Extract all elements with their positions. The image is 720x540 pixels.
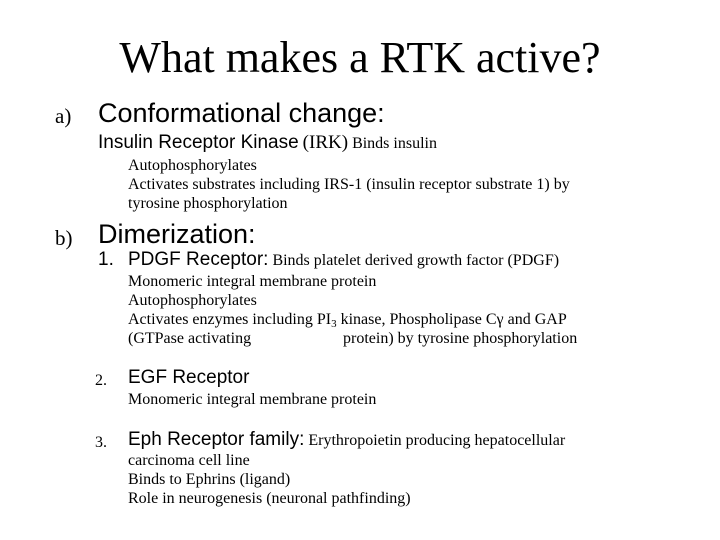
eph-detail-1: carcinoma cell line	[128, 452, 250, 469]
item2-number: 2.	[95, 372, 107, 389]
pdgf-detail-3-sub: 3	[331, 318, 337, 330]
item3-number: 3.	[95, 434, 107, 451]
pdgf-detail-1: Monomeric integral membrane protein	[128, 273, 377, 290]
pdgf-detail-2: Autophosphorylates	[128, 292, 257, 309]
page-title: What makes a RTK active?	[119, 33, 601, 82]
section-a-marker: a)	[55, 104, 72, 128]
eph-detail-2: Binds to Ephrins (ligand)	[128, 471, 291, 488]
item1-number: 1.	[98, 249, 114, 270]
irk-desc: Binds insulin	[352, 135, 437, 152]
egf-name: EGF Receptor	[128, 367, 250, 388]
eph-name: Eph Receptor family:	[128, 429, 305, 450]
irk-name: Insulin Receptor Kinase	[98, 132, 299, 153]
irk-line	[98, 132, 437, 154]
irk-detail-3: tyrosine phosphorylation	[128, 195, 288, 212]
pdgf-detail-3-pre: Activates enzymes including PI	[128, 311, 332, 328]
pdgf-line	[128, 249, 559, 271]
pdgf-detail-3	[128, 310, 567, 329]
irk-detail-2: Activates substrates including IRS-1 (insulin receptor substrate 1) by	[128, 176, 570, 193]
pdgf-desc: Binds platelet derived growth factor (PDGF)	[272, 252, 560, 269]
pdgf-detail-3-post: kinase, Phospholipase Cγ and GAP	[336, 311, 567, 328]
section-a-heading: Conformational change:	[98, 98, 385, 128]
pdgf-name: PDGF Receptor:	[128, 249, 269, 270]
pdgf-detail-4b: protein) by tyrosine phosphorylation	[343, 330, 578, 347]
eph-line	[128, 429, 565, 451]
eph-detail-3: Role in neurogenesis (neuronal pathfinding)	[128, 490, 411, 507]
irk-abbr: (IRK)	[302, 132, 349, 153]
egf-detail-1: Monomeric integral membrane protein	[128, 391, 377, 408]
section-b-marker: b)	[55, 226, 73, 250]
section-b-heading: Dimerization:	[98, 219, 256, 249]
pdgf-detail-4a: (GTPase activating	[128, 330, 252, 347]
eph-desc: Erythropoietin producing hepatocellular	[308, 432, 566, 449]
irk-detail-1: Autophosphorylates	[128, 157, 257, 174]
